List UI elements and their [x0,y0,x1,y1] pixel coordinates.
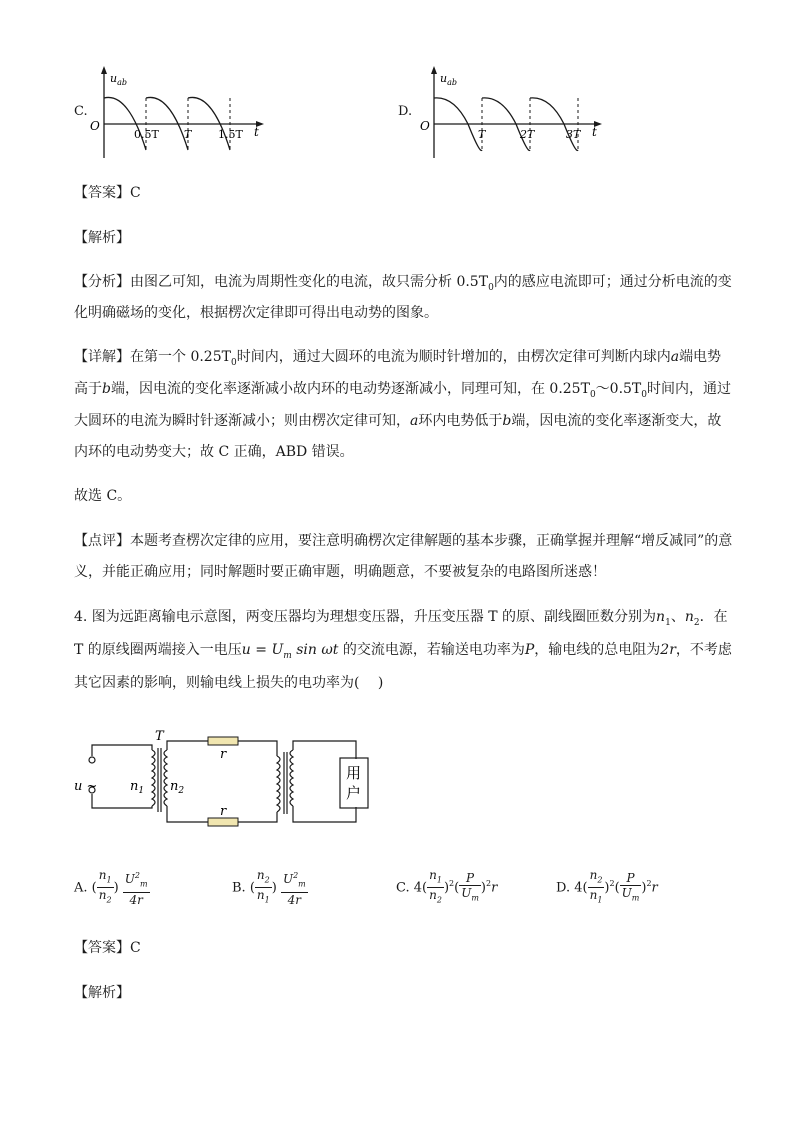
graph-c-tick-3: 1.5T [218,128,243,141]
q4-line-1: 4. 图为远距离输电示意图，两变压器均为理想变压器，升压变压器 T 的原、副线圈匝数分别为$n_1$、$n_2$．在 [74,609,728,628]
fenxi-line-1: 【分析】由图乙可知，电流为周期性变化的电流，故只需分析 $0.5T_0$内的感应电流即可；通过分析电流的变 [74,274,732,293]
xiangjie-line-2: 高于b端，因电流的变化率逐渐减小故内环的电动势逐渐减小，同理可知，在 $0.25T_0\sim 0.5T_0$时间内，通过 [74,381,732,400]
transformer-label: T [155,729,164,744]
xiangjie-line-4: 内环的电动势变大；故 C 正确，ABD 错误。 [74,444,354,460]
graph-d [418,62,608,162]
graph-c-label: C. [74,104,88,119]
graph-d-t: t [592,125,597,139]
resistor-bottom-label: r [220,804,227,819]
option-b[interactable]: B. ( $\frac{n_2}{n_1}$ ) $\frac{U^2_m}{4r}$ [232,868,306,907]
graph-c [88,62,278,162]
graph-d-origin: O [420,119,430,133]
graph-c-ylabel: $u_{ab}$ [110,72,127,87]
option-d[interactable]: D. 4( $\frac{n_2}{n_1}$ )$^2$( $\frac{P}{U_m}$ )$^2$r [556,868,658,905]
fenxi-line-2: 化明确磁场的变化，根据楞次定律即可得出电动势的图象。 [74,305,438,321]
graph-d-tick-1: T [478,128,486,141]
circuit-diagram [70,728,370,830]
q4-line-2: T 的原线圈两端接入一电压$u = U_m$ sin ωt 的交流电源，若输送电功率为P，输电线的总电阻为2r，不考虑 [74,642,732,661]
graph-c-tick-1: 0.5T [134,128,159,141]
q4-line-3: 其它因素的影响，则输电线上损失的电功率为( ) [74,675,384,691]
graph-c-tick-2: T [184,128,192,141]
option-a[interactable]: A. ( $\frac{n_1}{n_2}$ ) $\frac{U^2_m}{4r}$ [74,868,148,907]
user-label-1: 用 [346,764,362,782]
resistor-top-label: r [220,747,227,762]
xiangjie-line-1: 【详解】在第一个 $0.25T_0$时间内，通过大圆环的电流为顺时针增加的，由楞次定律可判断内球内a端电势 [74,349,722,368]
graph-d-tick-2: 2T [520,128,535,141]
graph-d-ylabel: $u_{ab}$ [440,72,457,87]
graph-d-label: D. [398,104,413,119]
dianping-line-1: 【点评】本题考查楞次定律的应用，要注意明确楞次定律解题的基本步骤，正确掌握并理解“增反减同”的意 [74,533,733,549]
conclusion: 故选 C。 [74,488,132,504]
n2-label: $n_2$ [170,779,185,796]
graph-c-t: t [254,125,259,139]
graph-c-origin: O [90,119,100,133]
answer-2: 【答案】C [74,940,141,956]
xiangjie-line-3: 大圆环的电流为瞬时针逐渐减小；则由楞次定律可知，a环内电势低于b端，因电流的变化率逐渐变大，故 [74,413,722,429]
answer-1: 【答案】C [74,185,141,201]
analysis-2-heading: 【解析】 [74,985,130,1001]
graph-d-tick-3: 3T [566,128,581,141]
dianping-line-2: 义，并能正确应用；同时解题时要正确审题，明确题意，不要被复杂的电路图所迷惑！ [74,564,606,580]
source-label: u ~ [74,779,98,794]
analysis-1-heading: 【解析】 [74,230,130,246]
option-c[interactable]: C. 4( $\frac{n_1}{n_2}$ )$^2$( $\frac{P}{U_m}$ )$^2$r [396,868,498,905]
user-label-2: 户 [346,784,362,802]
n1-label: $n_1$ [130,779,145,796]
